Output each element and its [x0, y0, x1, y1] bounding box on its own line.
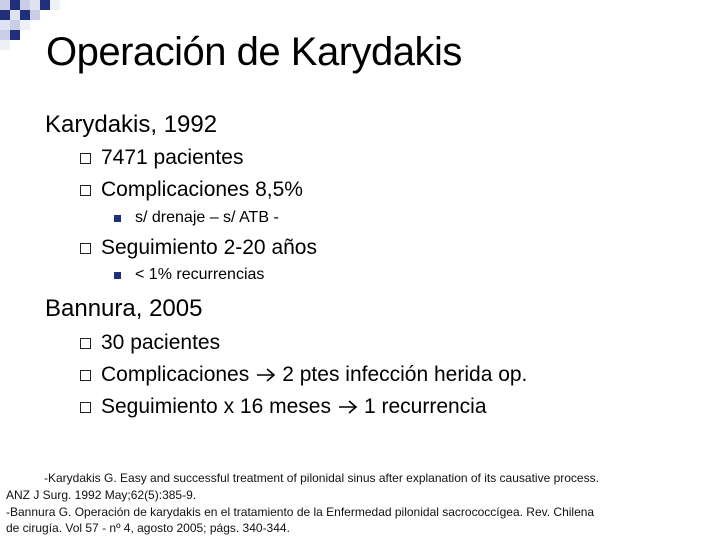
reference-line: -Karydakis G. Easy and successful treatment of pilonidal sinus after explanation of its causative process.	[44, 471, 599, 485]
arrow-right-icon	[256, 368, 276, 382]
bullet-text-result: 2 ptes infección herida op.	[282, 363, 528, 386]
slide-title: Operación de Karydakis	[46, 30, 462, 74]
filled-square-bullet-icon	[114, 272, 121, 279]
bullet-item	[80, 236, 317, 260]
reference-line: de cirugía. Vol 57 - nº 4, agosto 2005; págs. 340-344.	[6, 521, 290, 535]
bullet-text: Complicaciones	[101, 363, 250, 386]
bullet-item	[80, 363, 527, 387]
hollow-square-bullet-icon	[80, 185, 91, 196]
bullet-item	[80, 146, 243, 170]
hollow-square-bullet-icon	[80, 370, 91, 381]
bullet-text: Seguimiento 2-20 años	[101, 236, 317, 259]
study-heading-karydakis: Karydakis, 1992	[45, 111, 218, 138]
study-heading-bannura: Bannura, 2005	[45, 295, 203, 322]
bullet-text: Seguimiento x 16 meses	[101, 395, 331, 418]
bullet-text-result: 1 recurrencia	[363, 395, 487, 418]
arrow-right-icon	[338, 400, 358, 414]
sub-bullet-item	[114, 266, 264, 284]
filled-square-bullet-icon	[114, 215, 121, 222]
bullet-item	[80, 331, 220, 355]
reference-line: -Bannura G. Operación de karydakis en el tratamiento de la Enfermedad pilonidal sacrococcígea. Rev. Chilena	[6, 505, 595, 519]
sub-bullet-item	[114, 209, 279, 227]
sub-bullet-text: < 1% recurrencias	[135, 266, 265, 283]
sub-bullet-text: s/ drenaje – s/ ATB -	[135, 209, 279, 226]
bullet-text: Complicaciones 8,5%	[101, 178, 303, 201]
bullet-item	[80, 178, 303, 202]
bullet-text: 30 pacientes	[101, 331, 221, 354]
hollow-square-bullet-icon	[80, 153, 91, 164]
hollow-square-bullet-icon	[80, 243, 91, 254]
bullet-item	[80, 395, 487, 419]
bullet-text: 7471 pacientes	[101, 146, 244, 169]
hollow-square-bullet-icon	[80, 402, 91, 413]
reference-line: ANZ J Surg. 1992 May;62(5):385-9.	[6, 488, 197, 502]
hollow-square-bullet-icon	[80, 338, 91, 349]
